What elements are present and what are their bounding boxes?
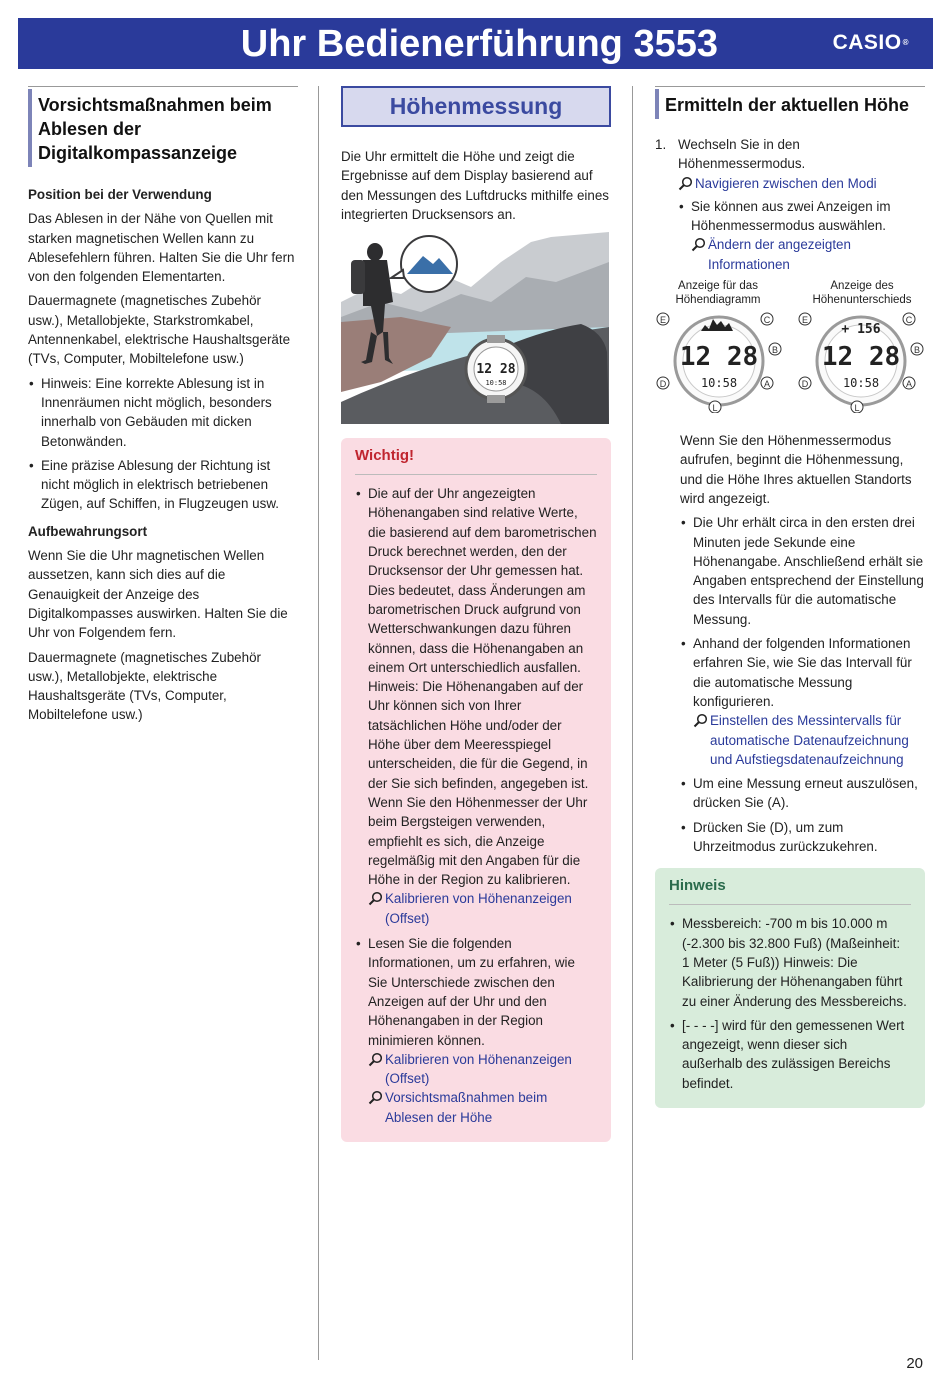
bullet-text: Anhand der folgenden Informationen erfahren Sie, wie Sie das Intervall für die automatische Messung konfigurieren. (693, 636, 912, 709)
after-step-content (655, 431, 925, 856)
logo-text: CASIO (832, 31, 902, 54)
page-title: Uhr Bedienerführung 3553 (240, 23, 718, 65)
watch-captions (655, 279, 925, 307)
magnifier-icon (678, 176, 693, 191)
page-number: 20 (906, 1355, 923, 1372)
paragraph: Das Ablesen in der Nähe von Quellen mit starken magnetischen Wellen kann zu Ablesefehlern führen. Halten Sie die Uhr fern von den folgenden Elementarten. (28, 211, 295, 285)
magnifier-icon (368, 1090, 383, 1105)
step-1 (655, 135, 925, 274)
list-item: • Messbereich: -700 m bis 10.000 m (-2.300 bis 32.800 Fuß) (Maßeinheit: 1 Meter (5 Fuß)) Hinweis: Die Kalibrierung der Höhenangaben führt zu einer Änderung des Messbereichs. (669, 914, 911, 1010)
watch-main-reading: 12 28 (679, 342, 759, 373)
column-altitude-measurement (341, 86, 611, 1142)
hiker-illustration (341, 232, 609, 424)
link-change-display[interactable] (691, 235, 925, 274)
step-number: 1. (655, 137, 667, 152)
step-text: Wechseln Sie in den Höhenmessermodus. (678, 137, 806, 172)
watch-time-reading: 10:58 (842, 376, 880, 391)
after-bullets (680, 513, 925, 856)
list-item: • Hinweis: Eine korrekte Ablesung ist in Innenräumen nicht möglich, besonders innerhalb von Gebäuden mit dicken Betonwänden. (28, 374, 298, 451)
watch-figures (655, 309, 925, 413)
hiker-illustration-svg (341, 232, 609, 424)
button-e-label: E (659, 315, 667, 326)
subheading-position: Position bei der Verwendung (28, 187, 212, 202)
button-l-label: L (854, 403, 860, 414)
section-heading: Vorsichtsmaßnahmen beim Ablesen der Digitalkompassanzeige (28, 89, 298, 167)
watch-difference-reading: + 156 (841, 322, 881, 338)
column-compass-precautions (28, 86, 298, 730)
watch-altitude-difference (797, 309, 925, 413)
important-title: Wichtig! (355, 446, 597, 475)
note-list (669, 914, 911, 1093)
button-b-label: B (771, 345, 779, 356)
column-divider (318, 86, 319, 1360)
magnifier-icon (368, 891, 383, 906)
step-bullets (678, 197, 925, 274)
link-measurement-interval[interactable] (693, 711, 925, 769)
important-text: Lesen Sie die folgenden Informationen, um zu erfahren, wie Sie Unterschiede zwischen den Anzeigen auf der Uhr und den Höhenangaben in der Region minimieren können. (368, 936, 575, 1048)
watch-altitude-graph (655, 309, 783, 413)
link-navigate-modes[interactable] (678, 174, 925, 193)
paragraph: Dauermagnete (magnetisches Zubehör usw.), Metallobjekte, elektrische Haushaltsgeräte (TVs, Computer, Mobiltelefone usw.) (28, 649, 261, 723)
list-item: • Drücken Sie (D), um zum Uhrzeitmodus zurückzukehren. (680, 818, 925, 857)
watch-time-reading: 10:58 (700, 376, 738, 391)
button-c-label: C (763, 315, 771, 326)
section-rule (655, 86, 925, 87)
list-item: • Die Uhr erhält circa in den ersten drei Minuten jede Sekunde eine Höhenangabe. Anschließend erhält sie Angaben entsprechend der Einstellung des Intervalls für die automatische Messung. (680, 513, 925, 629)
button-b-label: B (913, 345, 921, 356)
intro-paragraph: Die Uhr ermittelt die Höhe und zeigt die Ergebnisse auf dem Display basierend auf den Messungen des Luftdrucks mithilfe eines integrierten Drucksensors an. (341, 149, 609, 222)
link-calibrate-altitude[interactable] (368, 889, 597, 928)
section-heading: Ermitteln der aktuellen Höhe (655, 89, 925, 119)
magnifier-icon (691, 237, 706, 252)
magnifier-icon (693, 713, 708, 728)
section-heading: Höhenmessung (341, 86, 611, 127)
magnifier-icon (368, 1052, 383, 1067)
list-item: • Eine präzise Ablesung der Richtung ist nicht möglich in elektrisch betriebenen Zügen, auf Schiffen, in Flugzeugen usw. (28, 456, 298, 514)
list-item (355, 934, 597, 1127)
note-box (655, 868, 925, 1108)
important-box (341, 438, 611, 1142)
button-d-label: D (801, 379, 809, 390)
caption-altitude-graph: Anzeige für das Höhendiagramm (675, 280, 761, 307)
link-label: Einstellen des Messintervalls für automatische Datenaufzeichnung und Aufstiegsdatenaufzeichnung (710, 713, 909, 767)
button-d-label: D (659, 379, 667, 390)
column-divider (632, 86, 633, 1360)
illustration-watch-time: 12 28 (476, 362, 516, 378)
section-rule (28, 86, 298, 87)
link-altitude-precautions[interactable] (368, 1088, 597, 1127)
paragraph: Wenn Sie die Uhr magnetischen Wellen aussetzen, kann sich dies auf die Genauigkeit der Anzeige des Digitalkompasses auswirken. Halten Sie die Uhr von Folgendem fern. (28, 548, 288, 641)
button-a-label: A (905, 379, 913, 390)
button-l-label: L (712, 403, 718, 414)
paragraph: Wenn Sie den Höhenmessermodus aufrufen, beginnt die Höhenmessung, und die Höhe Ihres aktuellen Standorts wird angezeigt. (680, 433, 912, 506)
list-item (355, 484, 597, 928)
link-label: Kalibrieren von Höhenanzeigen (Offset) (385, 891, 572, 926)
paragraph: Dauermagnete (magnetisches Zubehör usw.), Metallobjekte, Starkstromkabel, Antennenkabel, elektrische Haushaltsgeräte (TVs, Computer, Mobiltelefone usw.) (28, 293, 291, 367)
note-title: Hinweis (669, 876, 911, 905)
casio-logo: CASIO® (832, 31, 909, 54)
important-text: Die auf der Uhr angezeigten Höhenangaben sind relative Werte, die basierend auf dem barometrischen Druck berechnet werden, den der Drucksensor der Uhr gemessen hat. Dies bedeutet, dass Änderungen am barometrischen Druck aufgrund von Wetterschwankungen dazu führen können, dass die Höhenangaben an einem Ort unterschiedlich ausfallen. Hinweis: Die Höhenangaben auf der Uhr können sich von Ihrer tatsächlichen Höhe und/oder der Höhe über dem Meeresspiegel unterscheiden, die für die Gegend, in der Sie sich befinden, angegeben ist. Wenn Sie den Höhenmesser der Uhr beim Bergsteigen verwenden, empfiehlt es sich, die Anzeige regelmäßig mit den Angaben für die Höhe in der Region zu kalibrieren. (368, 486, 597, 888)
button-e-label: E (801, 315, 809, 326)
button-a-label: A (763, 379, 771, 390)
header-bar (18, 18, 933, 69)
link-label: Kalibrieren von Höhenanzeigen (Offset) (385, 1051, 572, 1087)
subheading-storage: Aufbewahrungsort (28, 523, 148, 539)
important-list (355, 484, 597, 1127)
button-c-label: C (905, 315, 913, 326)
list-item (680, 634, 925, 769)
caption-altitude-difference: Anzeige des Höhenunterschieds (812, 280, 912, 307)
column-current-altitude (655, 86, 925, 1108)
link-calibrate-altitude[interactable] (368, 1050, 597, 1089)
list-item: • Um eine Messung erneut auszulösen, drücken Sie (A). (680, 774, 925, 813)
link-label: Vorsichtsmaßnahmen beim Ablesen der Höhe (385, 1090, 548, 1125)
link-label: Ändern der angezeigten Informationen (708, 237, 851, 272)
link-label: Navigieren zwischen den Modi (695, 175, 877, 191)
list-item (678, 197, 925, 274)
watch-main-reading: 12 28 (821, 342, 901, 373)
illustration-watch-sub: 10:58 (485, 379, 507, 388)
bullet-text: Sie können aus zwei Anzeigen im Höhenmessermodus auswählen. (691, 198, 891, 234)
bullet-list (28, 374, 298, 514)
list-item: • [- - - -] wird für den gemessenen Wert angezeigt, wenn dieser sich außerhalb des zulässigen Bereichs befindet. (669, 1016, 911, 1093)
